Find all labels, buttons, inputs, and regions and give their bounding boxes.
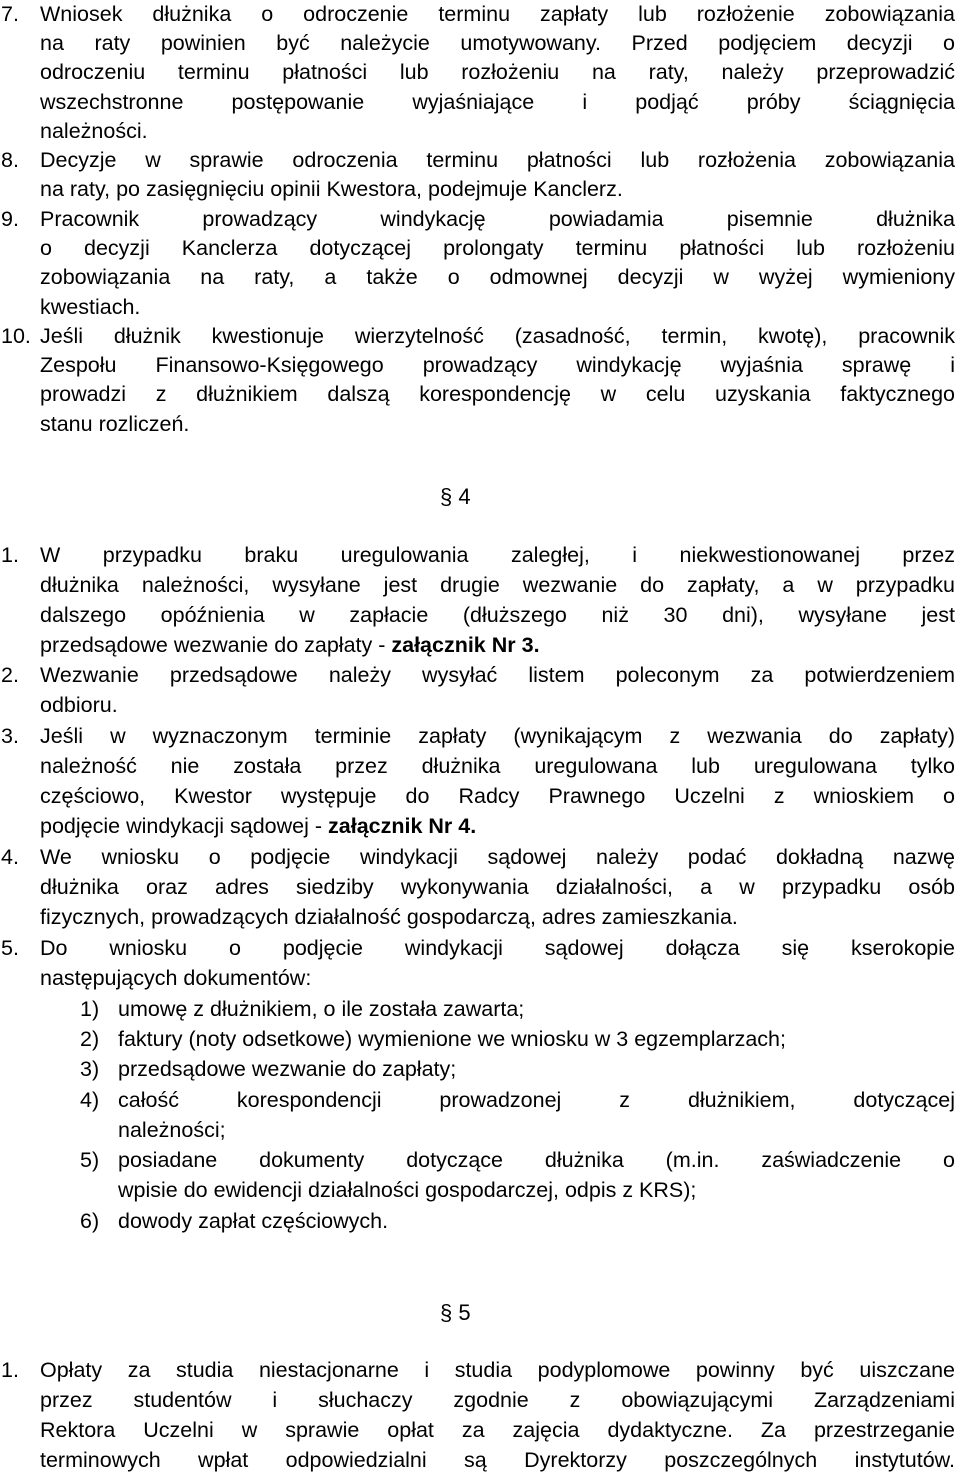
text-line xyxy=(40,631,955,661)
section-heading-4: § 4 xyxy=(440,484,471,509)
text-line: na raty powinien być należycie umotywowany. Przed podjęciem decyzji o xyxy=(40,31,955,55)
text-line: kwestiach. xyxy=(40,295,141,319)
list-number: 9. xyxy=(1,207,19,231)
list-number: 4. xyxy=(1,845,19,869)
sublist-number: 6) xyxy=(80,1209,100,1233)
sublist-item: posiadane dokumenty dotyczące dłużnika (m.in. zaświadczenie o xyxy=(118,1148,955,1172)
text-line: stanu rozliczeń. xyxy=(40,412,190,436)
sublist-number: 1) xyxy=(80,997,100,1021)
sublist-item: dowody zapłat częściowych. xyxy=(118,1209,389,1233)
text-line: Jeśli w wyznaczonym terminie zapłaty (wynikającym z wezwania do zapłaty) xyxy=(40,724,955,748)
attachment-reference: załącznik Nr 3. xyxy=(391,633,540,657)
text-line xyxy=(40,812,955,842)
text-line: następujących dokumentów: xyxy=(40,966,312,990)
text-line: należność nie została przez dłużnika uregulowana lub uregulowana tylko xyxy=(40,754,955,778)
sublist-number: 3) xyxy=(80,1057,100,1081)
text-line: odroczeniu terminu płatności lub rozłożeniu na raty, należy przeprowadzić xyxy=(40,60,955,84)
attachment-reference: załącznik Nr 4. xyxy=(328,814,477,838)
sublist-number: 2) xyxy=(80,1027,100,1051)
text-line: na raty, po zasięgnięciu opinii Kwestora, podejmuje Kanclerz. xyxy=(40,177,623,201)
text-line: W przypadku braku uregulowania zaległej, i niekwestionowanej przez xyxy=(40,543,955,567)
list-number: 1. xyxy=(1,543,19,567)
text-line: Wniosek dłużnika o odroczenie terminu zapłaty lub rozłożenie zobowiązania xyxy=(40,2,955,26)
text-line: We wniosku o podjęcie windykacji sądowej należy podać dokładną nazwę xyxy=(40,845,955,869)
list-number: 2. xyxy=(1,663,19,687)
text-line: Jeśli dłużnik kwestionuje wierzytelność (zasadność, termin, kwotę), pracownik xyxy=(40,324,955,348)
text-plain: przedsądowe wezwanie do zapłaty - xyxy=(40,633,392,657)
sublist-item: faktury (noty odsetkowe) wymienione we wniosku w 3 egzemplarzach; xyxy=(118,1027,786,1051)
text-plain: podjęcie windykacji sądowej - xyxy=(40,814,329,838)
sublist-item: przedsądowe wezwanie do zapłaty; xyxy=(118,1057,457,1081)
text-line: odbioru. xyxy=(40,693,118,717)
text-line: wszechstronne postępowanie wyjaśniające i podjąć próby ściągnięcia xyxy=(40,90,955,114)
list-number: 5. xyxy=(1,936,19,960)
text-line: przez studentów i słuchaczy zgodnie z obowiązującymi Zarządzeniami xyxy=(40,1388,955,1412)
text-line: dłużnika należności, wysyłane jest drugie wezwanie do zapłaty, a w przypadku xyxy=(40,573,955,597)
sublist-item: należności; xyxy=(118,1118,226,1142)
text-line: Do wniosku o podjęcie windykacji sądowej dołącza się kserokopie xyxy=(40,936,955,960)
list-number: 3. xyxy=(1,724,19,748)
section-heading-5: § 5 xyxy=(440,1300,471,1325)
text-line: Wezwanie przedsądowe należy wysyłać listem poleconym za potwierdzeniem xyxy=(40,663,955,687)
text-line: Opłaty za studia niestacjonarne i studia podyplomowe powinny być uiszczane xyxy=(40,1358,955,1382)
sublist-number: 4) xyxy=(80,1088,100,1112)
list-number: 10. xyxy=(1,324,31,348)
text-line: fizycznych, prowadzących działalność gospodarczą, adres zamieszkania. xyxy=(40,905,738,929)
text-line: prowadzi z dłużnikiem dalszą korespondencję w celu uzyskania faktycznego xyxy=(40,382,955,406)
text-line: terminowych wpłat odpowiedzialni są Dyrektorzy poszczególnych instytutów. xyxy=(40,1448,955,1472)
list-number: 1. xyxy=(1,1358,19,1382)
text-line: należności. xyxy=(40,119,148,143)
text-line: Pracownik prowadzący windykację powiadamia pisemnie dłużnika xyxy=(40,207,955,231)
text-line: Zespołu Finansowo-Księgowego prowadzący windykację wyjaśnia sprawę i xyxy=(40,353,955,377)
text-line: zobowiązania na raty, a także o odmownej decyzji w wyżej wymieniony xyxy=(40,265,955,289)
sublist-item: umowę z dłużnikiem, o ile została zawarta; xyxy=(118,997,525,1021)
text-line: dalszego opóźnienia w zapłacie (dłuższego niż 30 dni), wysyłane jest xyxy=(40,603,955,627)
text-line: Rektora Uczelni w sprawie opłat za zajęcia dydaktyczne. Za przestrzeganie xyxy=(40,1418,955,1442)
list-number: 8. xyxy=(1,148,19,172)
text-line: częściowo, Kwestor występuje do Radcy Prawnego Uczelni z wnioskiem o xyxy=(40,784,955,808)
sublist-number: 5) xyxy=(80,1148,100,1172)
text-line: dłużnika oraz adres siedziby wykonywania działalności, a w przypadku osób xyxy=(40,875,955,899)
text-line: Decyzje w sprawie odroczenia terminu płatności lub rozłożenia zobowiązania xyxy=(40,148,955,172)
sublist-item: całość korespondencji prowadzonej z dłużnikiem, dotyczącej xyxy=(118,1088,955,1112)
text-line: o decyzji Kanclerza dotyczącej prolongaty terminu płatności lub rozłożeniu xyxy=(40,236,955,260)
list-number: 7. xyxy=(1,2,19,26)
sublist-item: wpisie do ewidencji działalności gospodarczej, odpis z KRS); xyxy=(118,1178,697,1202)
